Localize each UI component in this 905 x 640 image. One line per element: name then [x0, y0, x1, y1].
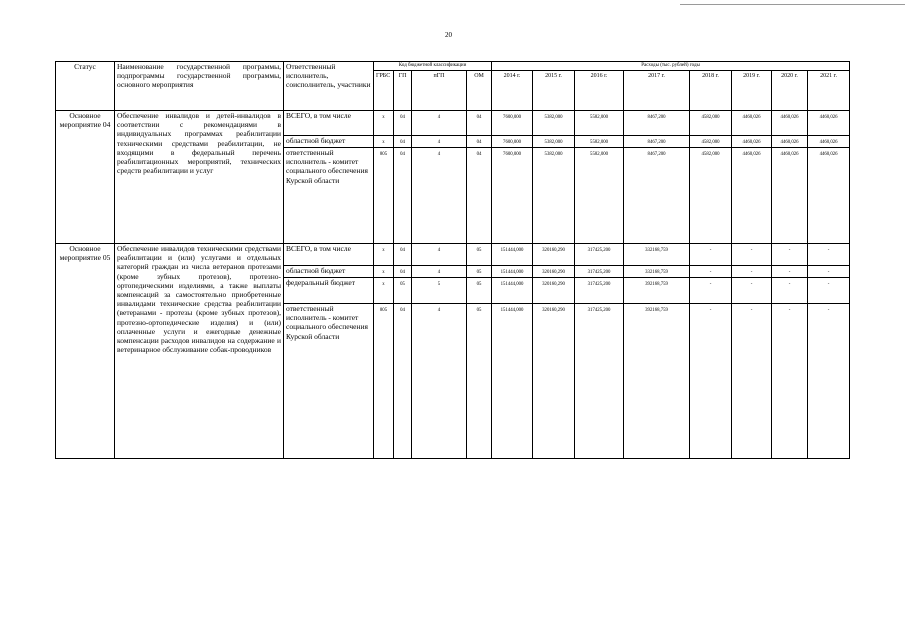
value-cell: 4582,000: [690, 111, 732, 136]
code-cell: х: [374, 136, 394, 148]
value-cell: 7600,000: [492, 111, 533, 136]
header-year: 2016 г.: [575, 71, 624, 111]
code-cell: х: [374, 266, 394, 278]
header-year: 2018 г.: [690, 71, 732, 111]
value-cell: 151444,000: [492, 278, 533, 304]
value-cell: 320160,290: [533, 304, 575, 459]
value-cell: 4460,026: [772, 136, 808, 148]
value-cell: 4460,026: [808, 136, 850, 148]
header-status: Статус: [56, 62, 115, 111]
value-cell: -: [690, 244, 732, 266]
code-cell: 4: [412, 304, 467, 459]
value-cell: 151444,000: [492, 244, 533, 266]
code-cell: 4: [412, 111, 467, 136]
code-cell: 05: [394, 278, 412, 304]
value-cell: 8467,200: [624, 148, 690, 244]
code-cell: х: [374, 244, 394, 266]
row-executor: ВСЕГО, в том числе: [284, 244, 374, 266]
value-cell: 5582,000: [575, 111, 624, 136]
value-cell: 151444,000: [492, 266, 533, 278]
code-cell: 05: [467, 244, 492, 266]
value-cell: 4582,000: [690, 136, 732, 148]
value-cell: 320160,290: [533, 278, 575, 304]
row-executor: областной бюджет: [284, 266, 374, 278]
value-cell: 4582,000: [690, 148, 732, 244]
code-cell: 04: [394, 111, 412, 136]
code-cell: 05: [467, 266, 492, 278]
header-executor: Ответственный исполнитель, соисполнитель, участники: [284, 62, 374, 111]
code-cell: х: [374, 111, 394, 136]
code-cell: 04: [394, 266, 412, 278]
value-cell: -: [690, 266, 732, 278]
value-cell: 317425,200: [575, 244, 624, 266]
header-year: 2021 г.: [808, 71, 850, 111]
value-cell: -: [772, 304, 808, 459]
code-cell: 04: [467, 136, 492, 148]
code-cell: 4: [412, 244, 467, 266]
value-cell: 8467,200: [624, 136, 690, 148]
code-cell: 5: [412, 278, 467, 304]
row-executor: ответственный исполнитель - комитет социального обеспечения Курской области: [284, 304, 374, 459]
code-cell: 805: [374, 304, 394, 459]
row-executor: ВСЕГО, в том числе: [284, 111, 374, 136]
header-year: 2019 г.: [732, 71, 772, 111]
value-cell: 320160,290: [533, 244, 575, 266]
value-cell: 7600,000: [492, 148, 533, 244]
value-cell: -: [690, 304, 732, 459]
value-cell: 5382,000: [533, 148, 575, 244]
value-cell: 4460,026: [732, 136, 772, 148]
value-cell: -: [808, 278, 850, 304]
value-cell: -: [690, 278, 732, 304]
code-cell: 04: [394, 244, 412, 266]
header-year: 2020 г.: [772, 71, 808, 111]
value-cell: 392168,759: [624, 304, 690, 459]
row-executor: ответственный исполнитель - комитет социального обеспечения Курской области: [284, 148, 374, 244]
value-cell: 4460,026: [772, 111, 808, 136]
value-cell: 151444,000: [492, 304, 533, 459]
code-cell: 04: [394, 148, 412, 244]
value-cell: 5382,000: [533, 136, 575, 148]
header-year: 2017 г.: [624, 71, 690, 111]
header-code-pgp: пГП: [412, 71, 467, 111]
budget-table: [55, 61, 850, 459]
code-cell: х: [374, 278, 394, 304]
table-row: [56, 111, 850, 136]
code-cell: 04: [467, 111, 492, 136]
value-cell: -: [732, 266, 772, 278]
value-cell: 392168,759: [624, 278, 690, 304]
value-cell: 5382,000: [533, 111, 575, 136]
code-cell: 04: [394, 304, 412, 459]
code-cell: 4: [412, 266, 467, 278]
value-cell: 4460,026: [772, 148, 808, 244]
header-year: 2014 г.: [492, 71, 533, 111]
code-cell: 805: [374, 148, 394, 244]
value-cell: -: [808, 266, 850, 278]
code-cell: 05: [467, 278, 492, 304]
section-name: Обеспечение инвалидов техническими средствами реабилитации и (или) услугами и отдельных категорий граждан из числа ветеранов протезами (кроме зубных протезов), протезно-ортопедическими изделиями, а также выплаты компенсаций за самостоятельно приобретенные инвалидами технические средства реабилитации (ветеранами - протезы (кроме зубных протезов), протезно-ортопедические изделия) и (или) оплаченные услуги и ежегодные денежные компенсации расходов инвалидов на содержание и ветеринарное обслуживание собак-проводников: [115, 244, 284, 459]
value-cell: 4460,026: [732, 111, 772, 136]
value-cell: -: [772, 266, 808, 278]
value-cell: 4460,026: [808, 111, 850, 136]
value-cell: 320160,290: [533, 266, 575, 278]
table-row: [56, 244, 850, 266]
value-cell: -: [732, 278, 772, 304]
top-scan-line: [680, 4, 905, 5]
value-cell: 4460,026: [808, 148, 850, 244]
value-cell: 317425,200: [575, 278, 624, 304]
page-number: 20: [445, 31, 452, 39]
header-code-gp: ГП: [394, 71, 412, 111]
row-executor: областной бюджет: [284, 136, 374, 148]
value-cell: 332168,759: [624, 244, 690, 266]
section-status: Основное мероприятие 04: [56, 111, 115, 244]
value-cell: 8467,200: [624, 111, 690, 136]
header-expenses: Расходы (тыс. рублей) годы: [492, 62, 850, 71]
value-cell: 5582,000: [575, 136, 624, 148]
header-budget-code: Код бюджетной классификации: [374, 62, 492, 71]
section-name: Обеспечение инвалидов и детей-инвалидов в соответствии с рекомендациями в индивидуальных программах реабилитации техническими средствами реабилитации, не входящими в федеральный перечень реабилитационных мероприятий, технических средств реабилитации и услуг: [115, 111, 284, 244]
value-cell: -: [732, 244, 772, 266]
header-year: 2015 г.: [533, 71, 575, 111]
code-cell: 05: [467, 304, 492, 459]
code-cell: 04: [467, 148, 492, 244]
header-code-om: ОМ: [467, 71, 492, 111]
value-cell: -: [808, 304, 850, 459]
value-cell: 5582,000: [575, 148, 624, 244]
value-cell: 317425,200: [575, 266, 624, 278]
code-cell: 04: [394, 136, 412, 148]
value-cell: 4460,026: [732, 148, 772, 244]
value-cell: -: [772, 244, 808, 266]
code-cell: 4: [412, 148, 467, 244]
value-cell: 317425,200: [575, 304, 624, 459]
header-code-grbs: ГРБС: [374, 71, 394, 111]
value-cell: -: [808, 244, 850, 266]
value-cell: 7600,000: [492, 136, 533, 148]
value-cell: -: [772, 278, 808, 304]
code-cell: 4: [412, 136, 467, 148]
row-executor: федеральный бюджет: [284, 278, 374, 304]
value-cell: 332168,759: [624, 266, 690, 278]
header-name: Наименование государственной программы, подпрограммы государственной программы, основного мероприятия: [115, 62, 284, 111]
value-cell: -: [732, 304, 772, 459]
section-status: Основное мероприятие 05: [56, 244, 115, 459]
